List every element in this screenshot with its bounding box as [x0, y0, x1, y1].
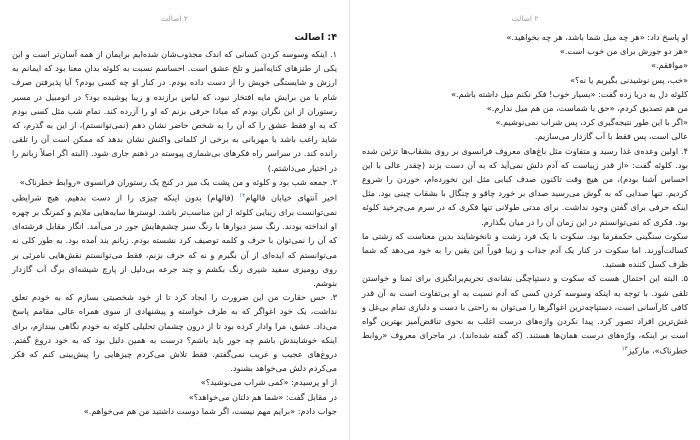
paragraph: «هر دو جورش برای من خوب است.» [559, 46, 688, 57]
page-body [12, 47, 337, 418]
paragraph: ۱. اینکه وسوسه کردن کسانی که اندک مجذوب‌شان شده‌ایم برایمان از همه آسان‌تر است و این یکی از طنزهای کنایه‌آمیز و تلخ عشق است. احساسم نسبت به کلوئه بدان معنا بود که ایمانم به ارزش و شایستگی خویش را از دست داده بودم. در کنار او چه کسی بودم؟ آیا پذیرفتن صرف شام با من برایش مایه افتخار نبود، که لباس برازنده و زیبا پوشیده بود؟ در اتومبیل در مسیر رستوران از این نگران بودم که مبادا حرفی بزنم که او را آزرده کند. تمام شب مثل کسی بودم که به او فقط عشق را که آن را به شخص حاضر نشان دهم (نمی‌توانستم)، از این به گذرم، که شاید راغب باشد یا مهربانی به برخی از کلماتی واکنش نشان بدهد که ممکن است آن را تلقی رانده کند. در سراسر راه فکرهای بی‌شماری پیوسته در ذهنم جاری شود. (البته اگر اصلاً زبانم را در اختیار می‌داشتم.) [12, 49, 337, 173]
running-head: ۲ اصالت [161, 14, 188, 23]
paragraph-text: (فالهام) بدون اینکه چیزی را از دست بدهیم. هیچ شرایطی نمی‌توانست برای زیبایی کلوئه از این مناسب‌تر باشد. لوسترها سایه‌هایی ملایم و کمرنگ بر چهره او انداخته بودند. رنگ سبز دیوارها با رنگ سبز چشم‌هایش جور در می‌آمد. انگار مقابل فرشته‌ای که آن را نمی‌توان با حرف و کلمه توصیف کرد نشسته بودم. زبانم بند آمده بود. به طور کلی نه می‌توانستم که ایده‌ای از آن بگیرم و نه که حرف بزنم، فقط می‌توانستم نقش‌هایی نامرئی بر روی رومیزی سفید شیری رنگ بکشم و چند جرعه بی‌دلیل از پارچ شیشه‌ای برگ آب گازدار بنوشم. [12, 192, 337, 288]
running-head: ۲ اصالت [511, 14, 539, 23]
paragraph-text: اخیر آنتهای خیابان فالهام [245, 192, 338, 203]
footnote-marker[interactable]: ۱۳ [621, 346, 628, 353]
paragraph: ۲. جمعه شب بود و کلوئه و من پشت یک میز در کنج یک رستوران فرانسوی «روابط خطرناک» [19, 176, 337, 187]
paragraph [12, 189, 337, 290]
footnote-marker[interactable]: ۱۲ [239, 193, 246, 200]
paragraph: «اگر با این طور نتیجه‌گیری کرد، پس شراب نمی‌نوشیم.» [495, 117, 688, 128]
paragraph: ۴. اولین وعده‌ی غذا رسید و متفاوت مثل باغ‌های معروف فرانسوی بر روی بشقاب‌ها تزئین شده بود. کلوئه گفت: «از قدر زیباست که آدم دلش نمی‌آید که به آن دست بزند (چقدر عالی با این احساس آشنا بودم)، من هیچ وقت تاکنون صدف کبابی مثل این نخورده‌ام، خوردن را شروع کردیم. تنها صدایی که به گوش می‌رسید صدای بر خورد چاقو و چنگال با بشقاب چینی بود. مثل اینکه حرفی برای گفتن وجود نداشت. برای مدتی طولانی تنها فکری که در سرم می‌چرخید کلوئه بود. فکری که نمی‌توانستم در این زمان آن را در میان بگذارم. [362, 145, 688, 227]
section-title: ۴: اصالت [294, 32, 337, 43]
paragraph-text: ۵. البته این احتمال هست که سکوت و دستپاچگی نشانه‌ی تحریم‌برانگیزی برای تمنا و خواستن تلقی شود. با توجه به اینکه وسوسه کردن کسی که آدم نسبت به او بی‌تفاوت است به آن قدر کافی کارآسانی است، دستپاچه‌ترین اغواگرها را می‌توان به راحتی با دست و دلبازی تمام بی‌غل و غش‌ترین افراد تصور کرد. پیدا نکردن واژه‌های درست اغلب به نحوی تناقض‌آمیز بهترین گواه است بر اینکه، واژه‌های درست همان‌ها هستند. (که گفته شده‌اند). در ماجرای معروف «روابط خطرناک»، مارکیز [362, 273, 688, 357]
paragraph: کلوئه دل به دریا زده گفت: «بسیار خوب! فکر نکنم میل داشته باشم.» [451, 88, 688, 99]
right-page [350, 0, 700, 440]
paragraph [362, 271, 688, 358]
paragraph: در مقابل گفت: «شما هم دلتان می‌خواهد؟» [188, 391, 337, 402]
page-body [362, 30, 688, 358]
paragraph: او پاسخ داد: «هر چه میل شما باشد، هر چه بخواهید.» [506, 32, 688, 42]
paragraph: سکوت سنگینی حکمفرما بود. سکوت با یک فرد زشت و نانخوشایند بدین معناست که زشتی ما کسالت‌آورند. اما سکوت در کنار یک آدم جذاب و زیبا فوراً این یقین را به خود می‌دهد که شما ظرف کسل کننده هستید. [362, 230, 688, 270]
paragraph: ۳. حس حقارت من این ضرورت را ایجاد کرد تا از خود شخصیتی بسازم که به خودم تعلق نداشت، یک خود اغواگر که به طرف خواسته و پیشنهادی از سوی همراه عالی مقامم پاسخ می‌داد. عشق، مرا وادار کرده بود تا از درون چشمان تحلیلی کلوئه به خودم نگاهی بیندازم، برای اینکه خوشایندش باشم چه جور باید باشم؟ درست به همین دلیل بود که به خود دروغ گفتم. دروغ‌های عجیب و غریب نمی‌گفتم. فقط تلاش می‌کردم چیزهایی را پیش‌بینی کنم که فکر می‌کردم دلش می‌خواهد بشنود. [12, 292, 337, 374]
paragraph: از او پرسیدم: «کمی شراب می‌نوشید؟» [200, 377, 337, 388]
paragraph: «خب، پس نوشیدنی بگیریم یا نه؟» [569, 74, 688, 85]
paragraph: عالی است، پس فقط با آب گازدار می‌سازیم. [534, 131, 688, 142]
paragraph: «موافقم.» [650, 60, 688, 71]
paragraph: جواب دادم: «برایم مهم نیست، اگر شما دوست داشتید من هم می‌خواهم.» [83, 405, 337, 416]
paragraph: من هم تصدیق کردم، «حق با شماست، من هم میل ندارم.» [486, 103, 688, 114]
